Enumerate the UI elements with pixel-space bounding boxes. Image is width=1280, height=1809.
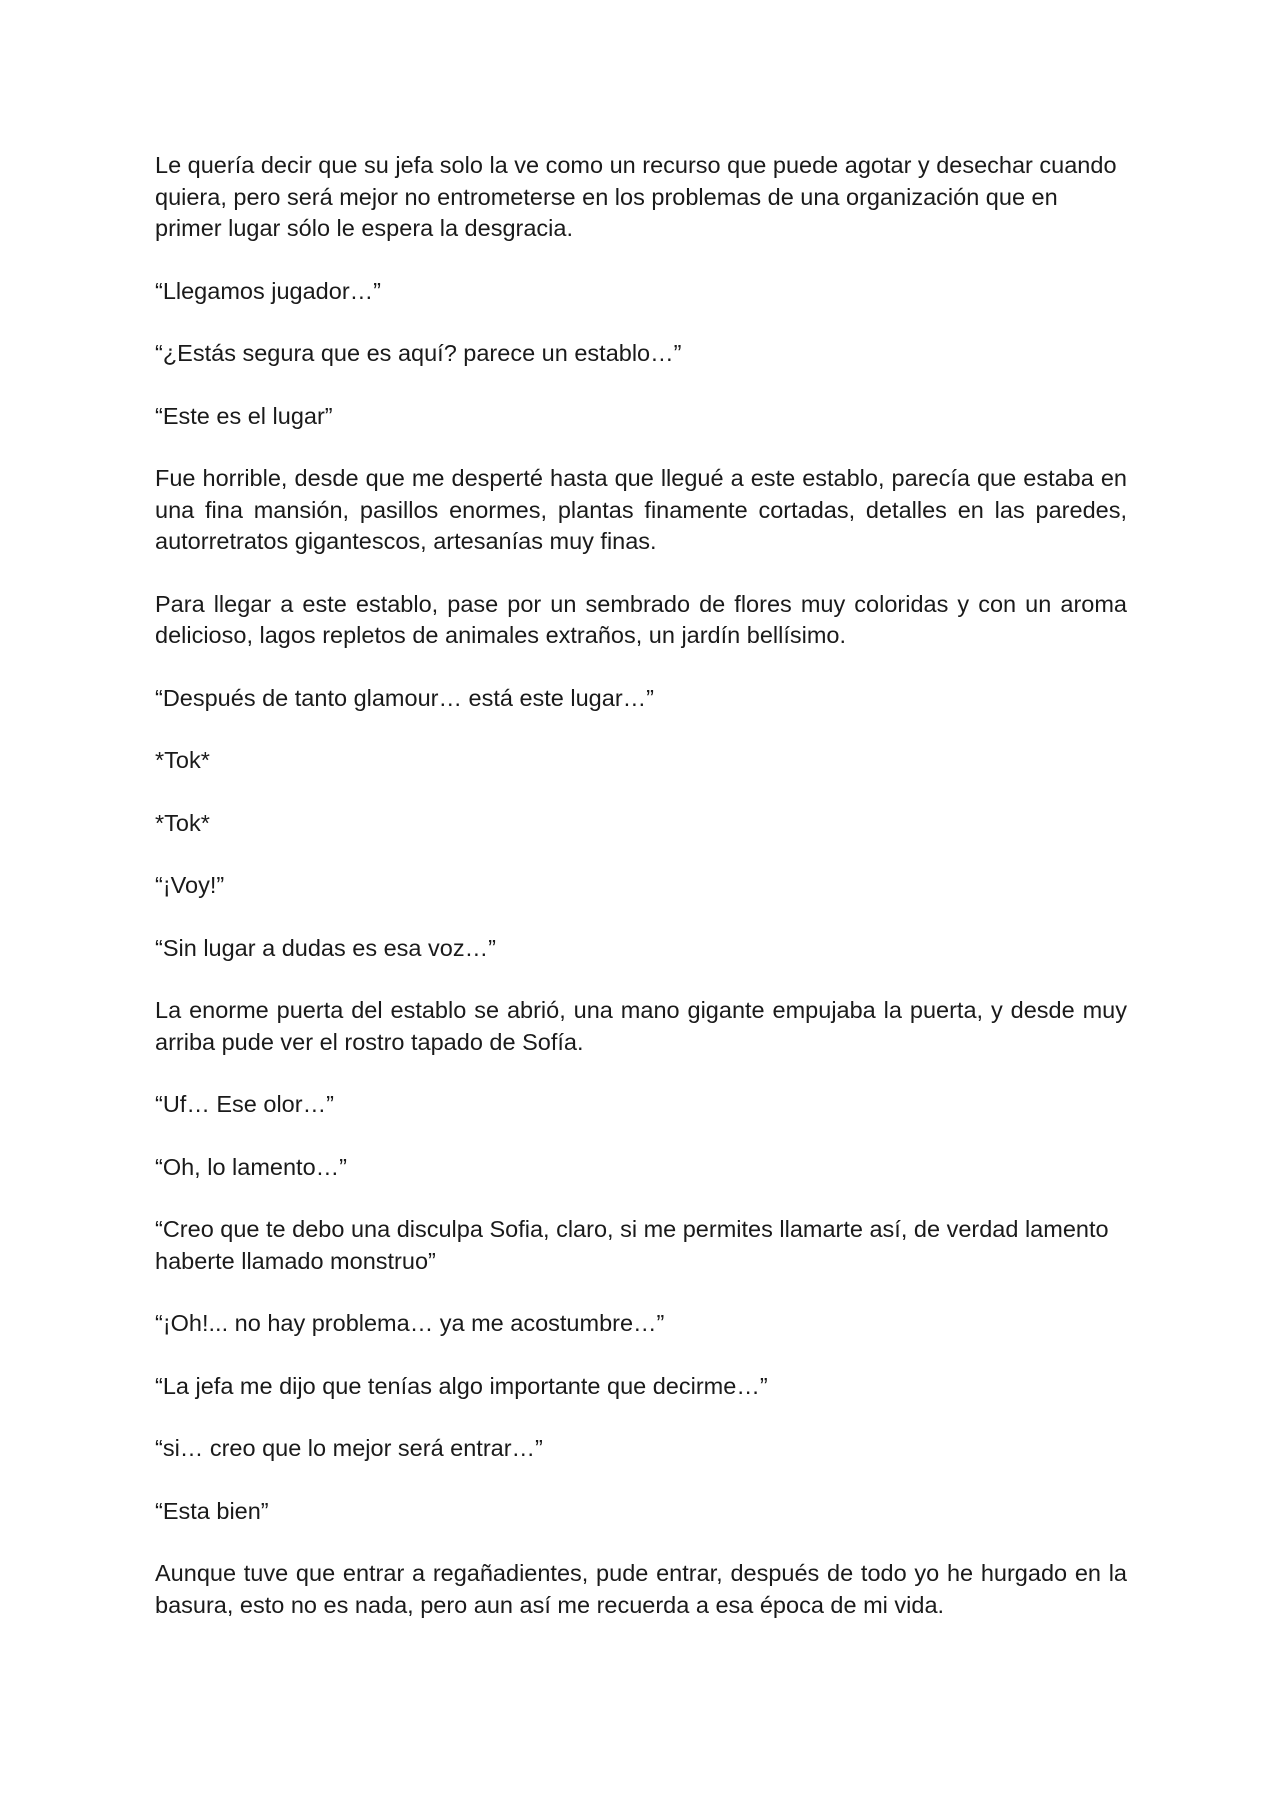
dialogue-line: “Después de tanto glamour… está este lugar…” (155, 684, 654, 711)
paragraph-mansion: Fue horrible, desde que me desperté hasta que llegué a este establo, parecía que estaba en una fina mansión, pasillos enormes, plantas finamente cortadas, detalles en las paredes, autorretratos gigantescos, artesanías muy finas. (155, 465, 1127, 554)
dialogue-line: “La jefa me dijo que tenías algo importante que decirme…” (155, 1372, 768, 1399)
dialogue-line: “Este es el lugar” (155, 402, 333, 429)
paragraph-garden: Para llegar a este establo, pase por un sembrado de flores muy coloridas y con un aroma delicioso, lagos repletos de animales extraños, un jardín bellísimo. (155, 590, 1127, 648)
dialogue-line: “si… creo que lo mejor será entrar…” (155, 1435, 543, 1461)
dialogue-line: “Oh, lo lamento…” (155, 1153, 347, 1180)
dialogue-line: “¿Estás segura que es aquí? parece un establo…” (155, 340, 682, 366)
paragraph-1: Le quería decir que su jefa solo la ve como un recurso que puede agotar y desechar cuando quiera, pero será mejor no entrometerse en los problemas de una organización que en primer lugar sólo le espera la desgracia. (155, 152, 1117, 241)
paragraph-final: Aunque tuve que entrar a regañadientes, pude entrar, después de todo yo he hurgado en la basura, esto no es nada, pero aun así me recuerda a esa época de mi vida. (155, 1560, 1127, 1618)
sound-effect-line: *Tok* (155, 747, 210, 773)
dialogue-line: “Llegamos jugador…” (155, 277, 381, 304)
dialogue-line: “Esta bien” (155, 1497, 269, 1524)
dialogue-line: “¡Oh!... no hay problema… ya me acostumbre…” (155, 1310, 665, 1336)
dialogue-line: “Creo que te debo una disculpa Sofia, claro, si me permites llamarte así, de verdad lamento haberte llamado monstruo” (155, 1216, 1109, 1274)
dialogue-line: “Sin lugar a dudas es esa voz…” (155, 934, 496, 961)
dialogue-line: “¡Voy!” (155, 872, 225, 898)
paragraph-door: La enorme puerta del establo se abrió, una mano gigante empujaba la puerta, y desde muy arriba pude ver el rostro tapado de Sofía. (155, 997, 1127, 1055)
document-page (155, 150, 1127, 1652)
sound-effect-line: *Tok* (155, 809, 210, 836)
dialogue-line: “Uf… Ese olor…” (155, 1091, 334, 1117)
